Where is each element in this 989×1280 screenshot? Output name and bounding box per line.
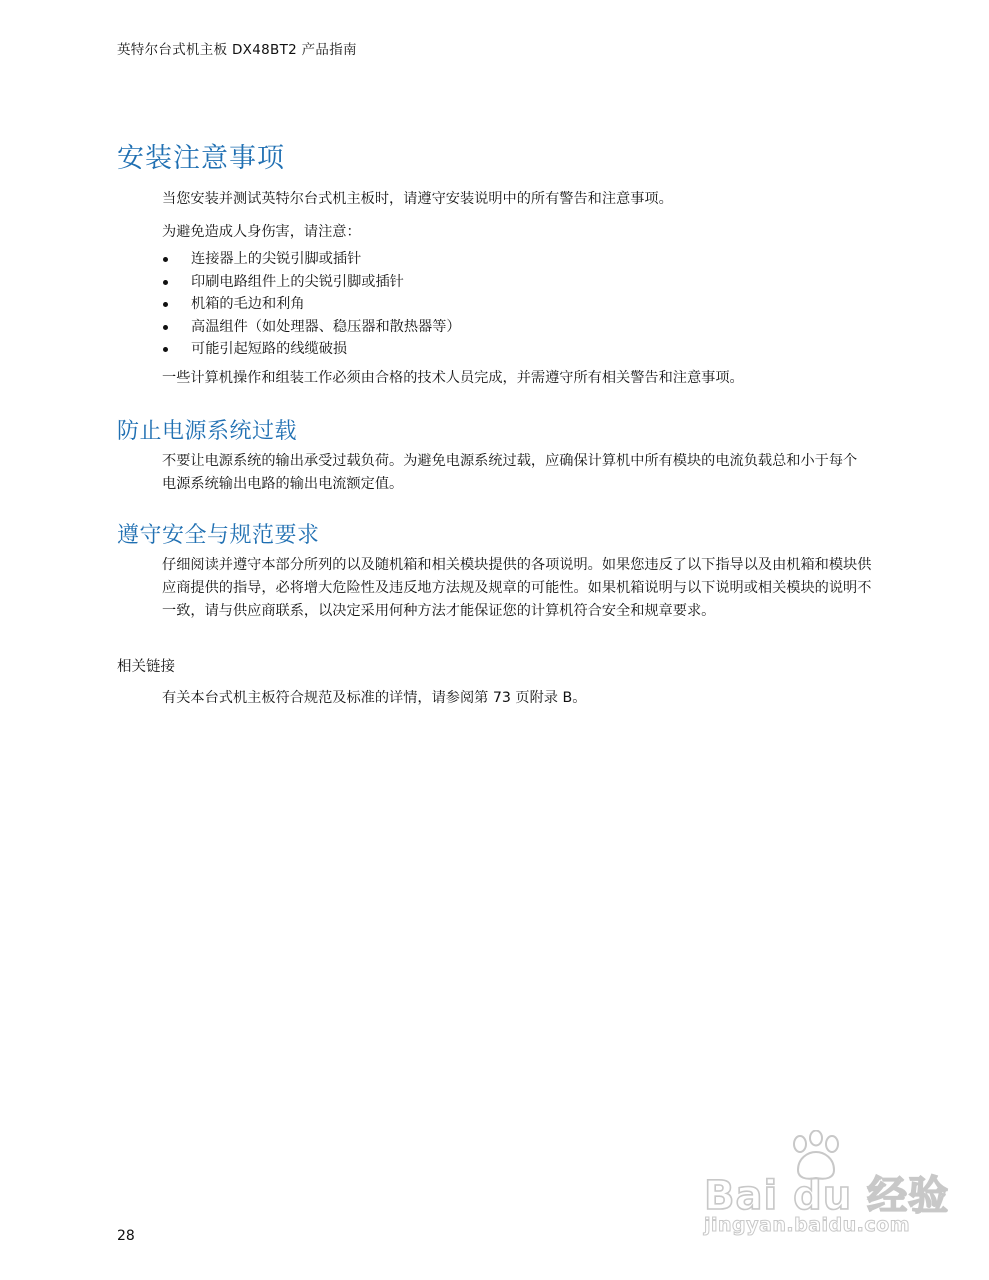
list-item: 印刷电路组件上的尖锐引脚或插针: [162, 271, 461, 294]
compliance-body: 仔细阅读并遵守本部分所列的以及随机箱和相关模块提供的各项说明。如果您违反了以下指导以及由机箱和模块供应商提供的指导，必将增大危险性及违反地方法规及规章的可能性。如果机箱说明与以下说明或相关模块的说明不一致，请与供应商联系，以决定采用何种方法才能保证您的计算机符合安全和规章要求。: [162, 557, 872, 619]
section-title-install: 安装注意事项: [117, 143, 285, 174]
watermark-url: jingyan.baidu.com: [704, 1214, 910, 1236]
hazard-list: [162, 248, 461, 361]
watermark: [700, 1126, 950, 1246]
list-item: 高温组件（如处理器、稳压器和散热器等）: [162, 316, 461, 339]
page-number: 28: [117, 1228, 135, 1244]
running-header: 英特尔台式机主板 DX48BT2 产品指南: [117, 42, 357, 58]
list-item: 机箱的毛边和利角: [162, 293, 461, 316]
bullet-icon: [163, 280, 168, 285]
install-intro: 当您安装并测试英特尔台式机主板时，请遵守安装说明中的所有警告和注意事项。: [162, 191, 673, 207]
install-lead: 为避免造成人身伤害，请注意：: [162, 224, 361, 240]
watermark-brand: Bai du 经验: [704, 1173, 950, 1219]
list-item: 可能引起短路的线缆破损: [162, 338, 461, 361]
section-title-compliance: 遵守安全与规范要求: [117, 523, 320, 548]
list-item: 连接器上的尖锐引脚或插针: [162, 248, 461, 271]
bullet-icon: [163, 302, 168, 307]
bullet-icon: [163, 347, 168, 352]
overload-body: 不要让电源系统的输出承受过载负荷。为避免电源系统过载，应确保计算机中所有模块的电流负载总和小于每个电源系统输出电路的输出电流额定值。: [162, 453, 858, 492]
related-links-heading: 相关链接: [117, 659, 175, 675]
install-closing: 一些计算机操作和组装工作必须由合格的技术人员完成，并需遵守所有相关警告和注意事项。: [162, 370, 744, 386]
bullet-icon: [163, 257, 168, 262]
related-links-body: 有关本台式机主板符合规范及标准的详情，请参阅第 73 页附录 B。: [162, 690, 587, 706]
bullet-icon: [163, 325, 168, 330]
section-title-overload: 防止电源系统过载: [117, 419, 298, 444]
